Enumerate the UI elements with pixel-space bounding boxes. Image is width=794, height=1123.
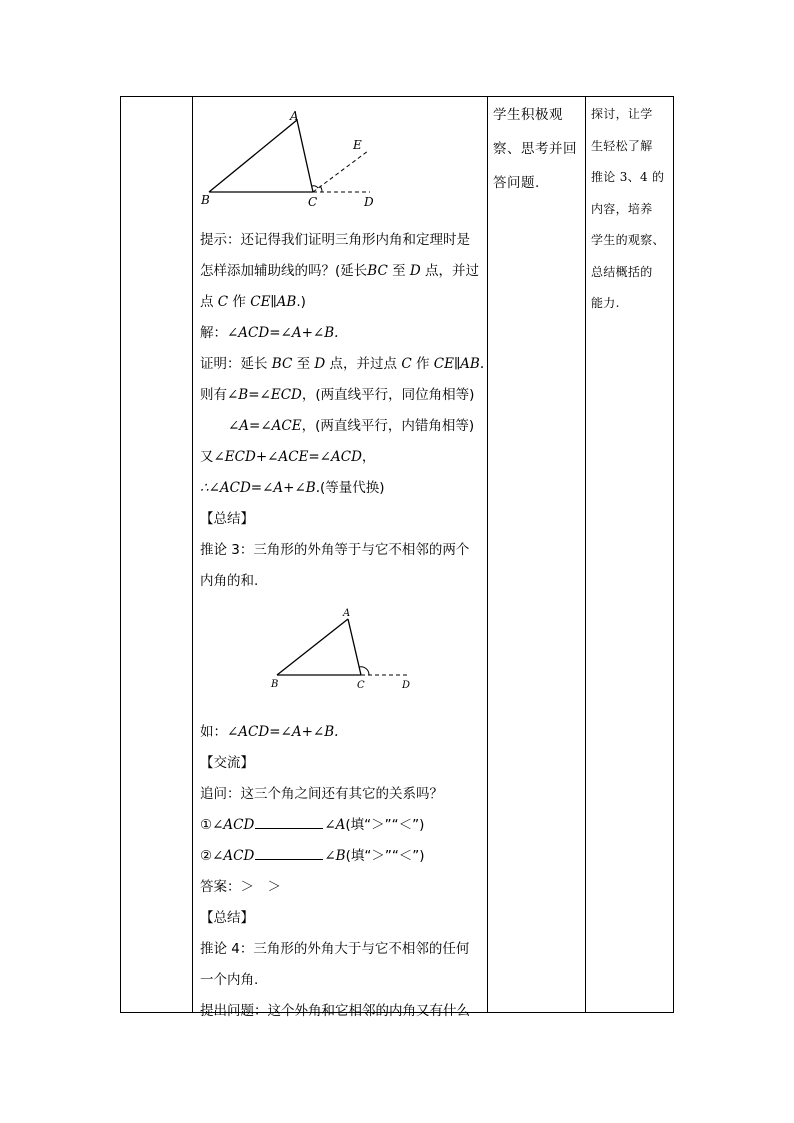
fig1-label-b: B — [201, 193, 210, 207]
angle-expr: ∠ACD — [212, 848, 255, 864]
design-intent-line: 总结概括的 — [591, 264, 653, 279]
solution-line — [200, 318, 486, 349]
design-intent-line: 能力. — [591, 296, 620, 310]
proof-line-1 — [200, 349, 486, 380]
angle-expr: ∠ACD — [212, 817, 255, 833]
segment-bc: BC — [271, 356, 293, 372]
item-number: ① — [200, 817, 213, 833]
design-intent-line: 推论 3、4 的 — [591, 170, 665, 184]
proof-text: 又 — [200, 449, 214, 465]
design-intent-line: 生轻松了解 — [591, 138, 653, 153]
fill-blank-1 — [200, 810, 486, 841]
teaching-content — [200, 225, 486, 1027]
answer-blank[interactable] — [255, 814, 323, 829]
student-activity-column — [493, 98, 579, 200]
point-d: D — [409, 263, 421, 279]
parallel-expr: CE∥AB — [250, 294, 297, 310]
fig2-label-c: C — [357, 680, 365, 691]
hint-text: 点，并过 — [420, 263, 480, 279]
solution-expr: ∠ACD=∠A+∠B. — [227, 325, 339, 341]
proof-text: 作 — [411, 356, 434, 372]
summary-title-1: 【总结】 — [200, 511, 254, 527]
fill-hint: (填“＞”“＜”) — [345, 817, 425, 833]
proof-text: 则有 — [200, 387, 227, 403]
design-intent-line: 内容，培养 — [591, 201, 653, 216]
answer-blank[interactable] — [255, 845, 323, 860]
proof-text: 证明：延长 — [200, 356, 272, 372]
fig1-label-e: E — [353, 138, 362, 152]
design-intent-column — [591, 99, 671, 320]
corollary-4-line-2: 一个内角. — [200, 972, 259, 988]
angle-expr: ∠B — [324, 848, 346, 864]
proof-text: ， — [361, 449, 376, 465]
figure-2-spacer — [200, 597, 486, 717]
follow-up-question: 追问：这三个角之间还有其它的关系吗？ — [200, 786, 443, 802]
item-number: ② — [200, 848, 213, 864]
point-c: C — [217, 294, 229, 310]
answer-line: 答案：＞ ＞ — [200, 879, 281, 895]
corollary-3-line-2: 内角的和. — [200, 573, 259, 589]
corollary-3-line-1: 推论 3：三角形的外角等于与它不相邻的两个 — [200, 542, 470, 558]
summary-title-2: 【总结】 — [200, 910, 254, 926]
angle-expr: ∠B=∠ECD — [227, 387, 302, 403]
proof-text: 至 — [292, 356, 315, 372]
hint-text: .) — [296, 294, 306, 310]
proof-reason: ，(两直线平行，同位角相等) — [301, 387, 475, 403]
angle-expr: ∠ECD+∠ACE=∠ACD — [213, 449, 362, 465]
raise-question-line: 提出问题：这个外角和它相邻的内角又有什么 — [200, 1003, 470, 1019]
proof-reason: (等量代换) — [320, 480, 385, 496]
fig1-label-c: C — [308, 195, 318, 209]
fill-blank-2 — [200, 841, 486, 872]
student-activity-line: 答问题. — [493, 175, 540, 191]
fig2-label-d: D — [402, 680, 411, 691]
segment-bc: BC — [367, 263, 388, 279]
proof-line-3 — [200, 411, 486, 442]
angle-expr: ∠ACD=∠A+∠B. — [227, 724, 339, 740]
proof-line-5 — [200, 473, 486, 504]
angle-expr: ∴∠ACD=∠A+∠B. — [200, 480, 321, 496]
hint-text: 至 — [387, 263, 410, 279]
hint-text: 作 — [228, 294, 251, 310]
angle-expr: ∠A=∠ACE — [228, 418, 302, 434]
example-text: 如： — [200, 724, 227, 740]
fig2-label-a: A — [343, 608, 351, 619]
hint-line-3 — [200, 287, 486, 318]
fig1-label-a: A — [290, 109, 299, 123]
proof-line-4 — [200, 442, 486, 473]
hint-text: 怎样添加辅助线的吗？(延长 — [200, 263, 368, 279]
design-intent-line: 探讨，让学 — [591, 107, 653, 121]
fig1-label-d: D — [364, 195, 374, 209]
hint-line-1: 提示：还记得我们证明三角形内角和定理时是 — [200, 232, 470, 248]
proof-reason: ，(两直线平行，内错角相等) — [301, 418, 475, 434]
fig2-label-b: B — [271, 679, 279, 690]
proof-text: 点，并过点 — [325, 356, 402, 372]
example-line — [200, 717, 486, 748]
point-c: C — [401, 356, 412, 372]
proof-line-2 — [200, 380, 486, 411]
point-d: D — [314, 356, 326, 372]
student-activity-line: 学生积极观 — [493, 107, 563, 123]
parallel-expr: CE∥AB. — [433, 356, 485, 372]
student-activity-line: 察、思考并回 — [493, 141, 577, 157]
hint-line-2 — [200, 256, 486, 287]
solution-label: 解： — [200, 325, 227, 341]
hint-text: 点 — [200, 294, 218, 310]
corollary-4-line-1: 推论 4：三角形的外角大于与它不相邻的任何 — [200, 941, 470, 957]
exchange-title: 【交流】 — [200, 755, 254, 771]
fill-hint: (填“＞”“＜”) — [345, 848, 425, 864]
angle-expr: ∠A — [324, 817, 346, 833]
design-intent-line: 学生的观察、 — [591, 233, 665, 247]
